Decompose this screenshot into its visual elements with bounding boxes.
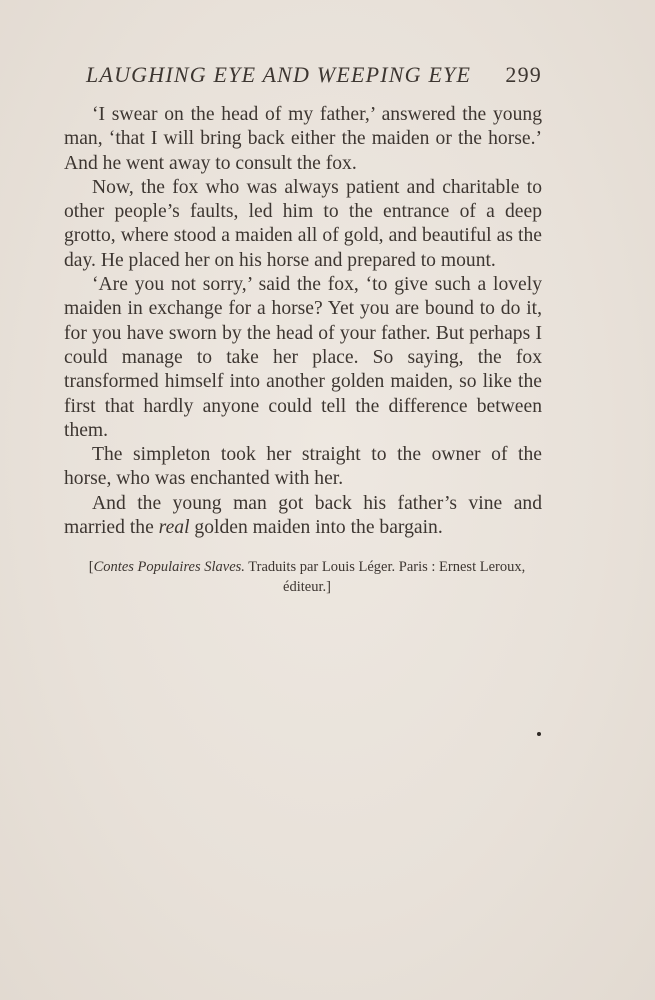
running-title: LAUGHING EYE AND WEEPING EYE — [86, 62, 472, 87]
paragraph-ending — [64, 492, 542, 541]
page-number: 299 — [505, 62, 542, 87]
running-head — [86, 62, 542, 92]
paragraph-simpleton: The simpleton took her straight to the owner of the horse, who was enchanted with her. — [64, 444, 542, 490]
paragraph-transformation: ‘Are you not sorry,’ said the fox, ‘to give such a lovely maiden in exchange for a horse? Yet you are bound to do it, for you have sworn by the head of your father. But perhaps I could manage to take her place. So saying, the fox transformed himself into another golden maiden, so like the first that hardly anyone could tell the difference between them. — [64, 274, 542, 441]
stray-ink-mark — [537, 732, 541, 736]
citation-details: Traduits par Louis Léger. Paris : Ernest Leroux, éditeur. — [244, 559, 526, 595]
citation-open-bracket: [ — [88, 559, 94, 575]
paragraph-grotto: Now, the fox who was always patient and charitable to other people’s faults, led him to the entrance of a deep grotto, where stood a maiden all of gold, and beautiful as the day. He placed her on his horse and prepared to mount. — [64, 176, 542, 271]
ending-text-after: golden maiden into the bargain. — [189, 517, 443, 539]
body-text — [64, 103, 542, 540]
paragraph-oath: ‘I swear on the head of my father,’ answered the young man, ‘that I will bring back either the maiden or the horse.’ And he went away to consult the fox. — [64, 104, 542, 174]
citation-source-title: Contes Populaires Slaves. — [93, 559, 245, 575]
source-citation — [84, 557, 530, 597]
ending-text-before: And the young man got back his father’s vine and married the — [64, 492, 542, 539]
ending-text-italic: real — [158, 517, 190, 539]
citation-close-bracket: ] — [326, 579, 331, 595]
